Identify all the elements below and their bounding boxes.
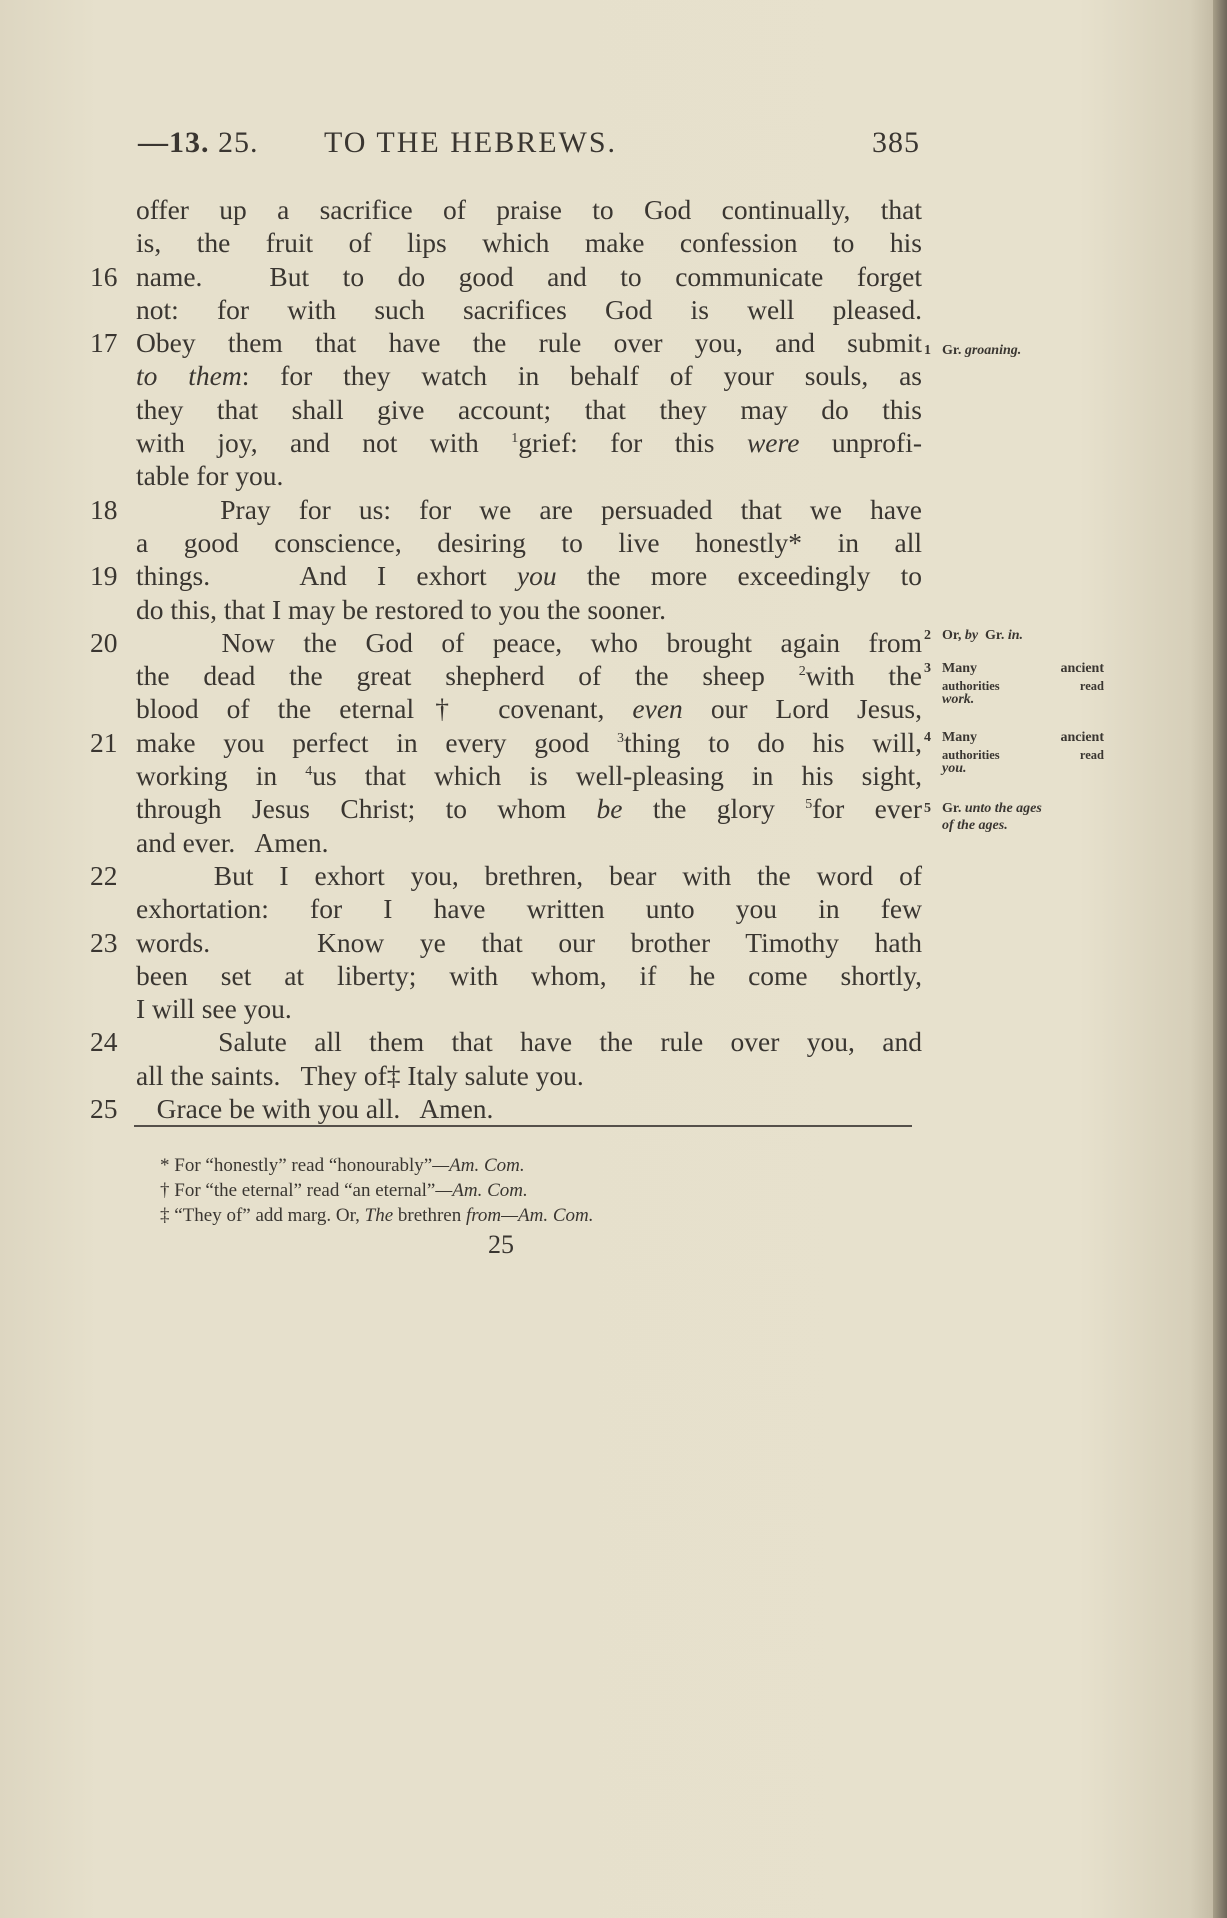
running-title: TO THE HEBREWS.	[324, 126, 618, 159]
verse-number: 22	[90, 859, 118, 891]
italic-text: even	[632, 693, 683, 725]
line-text	[136, 359, 922, 392]
text: the dead the great shepherd of the sheep	[136, 660, 799, 692]
text: our Lord Jesus,	[682, 693, 922, 725]
text: make you perfect in every good	[136, 726, 617, 758]
text-line	[90, 892, 1140, 925]
line-text	[136, 892, 922, 925]
verse-number: 16	[90, 260, 118, 292]
footnote: † For “the eternal” read “an eternal”—Am. Com.	[160, 1180, 528, 1201]
verse-number: 17	[90, 327, 118, 359]
verse-number: 18	[90, 493, 118, 525]
text: all the saints. They of‡ Italy salute you.	[136, 1059, 584, 1091]
text: Grace be with you all. Amen.	[136, 1093, 494, 1125]
text-line	[90, 992, 1140, 1025]
line-text	[136, 326, 922, 359]
text: Now the God of peace, who brought again from	[136, 626, 922, 658]
text: they that shall give account; that they may do this	[136, 393, 922, 425]
text-line	[90, 926, 1140, 959]
text: But I exhort you, brethren, bear with the word of	[136, 859, 922, 891]
text: words. Know ye that our brother Timothy hath	[136, 926, 922, 958]
text: : for they watch in behalf of your souls, as	[241, 360, 922, 392]
text: blood of the eternal† covenant,	[136, 693, 633, 725]
line-text	[136, 226, 922, 259]
line-text	[136, 1092, 922, 1125]
margin-note-4: 4 Many ancient authorities read you.	[924, 730, 1104, 776]
verse-number: 25	[90, 1093, 118, 1125]
line-text	[136, 726, 922, 759]
line-text	[136, 1025, 922, 1058]
line-text	[136, 260, 922, 293]
line-text	[136, 526, 922, 559]
text: through Jesus Christ; to whom	[136, 793, 597, 825]
page-number: 385	[872, 126, 920, 159]
line-text	[136, 692, 922, 725]
line-text	[136, 792, 922, 825]
running-header	[138, 126, 924, 166]
text-line	[90, 493, 1140, 526]
text: Pray for us: for we are persuaded that we have	[136, 493, 922, 525]
footnote: ‡ “They of” add marg. Or, The brethren from—Am. Com.	[160, 1205, 594, 1226]
line-text	[136, 593, 922, 626]
line-text	[136, 626, 922, 659]
line-text	[136, 193, 922, 226]
line-text	[136, 393, 922, 426]
verse-number: 23	[90, 926, 118, 958]
text-line	[90, 526, 1140, 559]
text: is, the fruit of lips which make confession to his	[136, 227, 922, 259]
note-reference: 3	[616, 730, 624, 746]
text: I will see you.	[136, 993, 292, 1025]
footnote-rule	[134, 1125, 912, 1127]
text: the more exceedingly to	[556, 560, 922, 592]
margin-note-2: 2 Or, by Gr. in.	[924, 628, 1024, 643]
line-text	[136, 926, 922, 959]
text-line	[90, 859, 1140, 892]
text: not: for with such sacrifices God is well pleased.	[136, 293, 922, 325]
italic-text: to them	[136, 360, 242, 392]
text-line	[90, 1059, 1140, 1092]
margin-note-5: 5 Gr. unto the ages of the ages.	[924, 801, 1042, 833]
text-line	[90, 193, 1140, 226]
text: a good conscience, desiring to live honestly* in all	[136, 526, 922, 558]
verse-number: 21	[90, 726, 118, 758]
footnote: * For “honestly” read “honourably”—Am. Com.	[160, 1155, 525, 1176]
line-text	[136, 959, 922, 992]
line-text	[136, 759, 922, 792]
text: with joy, and not with	[136, 427, 512, 459]
line-text	[136, 826, 922, 859]
text: Salute all them that have the rule over you, and	[136, 1026, 922, 1058]
text: and ever. Amen.	[136, 826, 329, 858]
text-line	[90, 959, 1140, 992]
text: do this, that I may be restored to you the sooner.	[136, 593, 667, 625]
text: for ever	[812, 793, 922, 825]
line-text	[136, 426, 922, 459]
text: table for you.	[136, 460, 284, 492]
text: offer up a sacrifice of praise to God continually, that	[136, 194, 922, 225]
text-line	[90, 1025, 1140, 1058]
margin-note-3: 3 Many ancient authorities read work.	[924, 661, 1104, 707]
text: things. And I exhort	[136, 560, 517, 592]
note-reference: 4	[305, 764, 313, 780]
text: exhortation: for I have written unto you in few	[136, 893, 922, 925]
text-line	[90, 1092, 1140, 1125]
text-line	[90, 459, 1140, 492]
italic-text: were	[746, 427, 800, 459]
text: unprofi-	[799, 427, 922, 459]
text: grief: for this	[518, 427, 747, 459]
text-line	[90, 293, 1140, 326]
note-reference: 1	[511, 431, 519, 447]
text: the glory	[622, 793, 806, 825]
text: Obey them that have the rule over you, and submit	[136, 327, 922, 359]
line-text	[136, 1059, 922, 1092]
verse-number: 19	[90, 560, 118, 592]
footnotes	[160, 1153, 880, 1228]
line-text	[136, 559, 922, 592]
text-line	[90, 593, 1140, 626]
line-text	[136, 992, 922, 1025]
line-text	[136, 493, 922, 526]
text: us that which is well-pleasing in his sight,	[312, 760, 922, 792]
text: thing to do his will,	[623, 726, 923, 758]
italic-text: be	[596, 793, 623, 825]
text-line	[90, 393, 1140, 426]
line-text	[136, 459, 922, 492]
line-text	[136, 659, 922, 692]
text-line	[90, 359, 1140, 392]
text-line	[90, 559, 1140, 592]
note-reference: 2	[798, 664, 806, 680]
text-line	[90, 260, 1140, 293]
line-text	[136, 293, 922, 326]
note-reference: 5	[805, 797, 813, 813]
verse-number: 20	[90, 626, 118, 658]
chapter-verse-reference: —13. 25.	[138, 126, 259, 159]
verse-number: 24	[90, 1026, 118, 1058]
margin-note-1: 1 Gr. groaning.	[924, 343, 1022, 358]
text-line	[90, 226, 1140, 259]
text-line	[90, 426, 1140, 459]
line-text	[136, 859, 922, 892]
text: with the	[805, 660, 922, 692]
scripture-text	[90, 193, 1140, 1125]
signature-mark: 25	[488, 1230, 514, 1259]
text: been set at liberty; with whom, if he come shortly,	[136, 959, 922, 991]
page-edge	[1213, 0, 1227, 1918]
text: working in	[136, 760, 306, 792]
text: name. But to do good and to communicate forget	[136, 260, 922, 292]
italic-text: you	[516, 560, 557, 592]
